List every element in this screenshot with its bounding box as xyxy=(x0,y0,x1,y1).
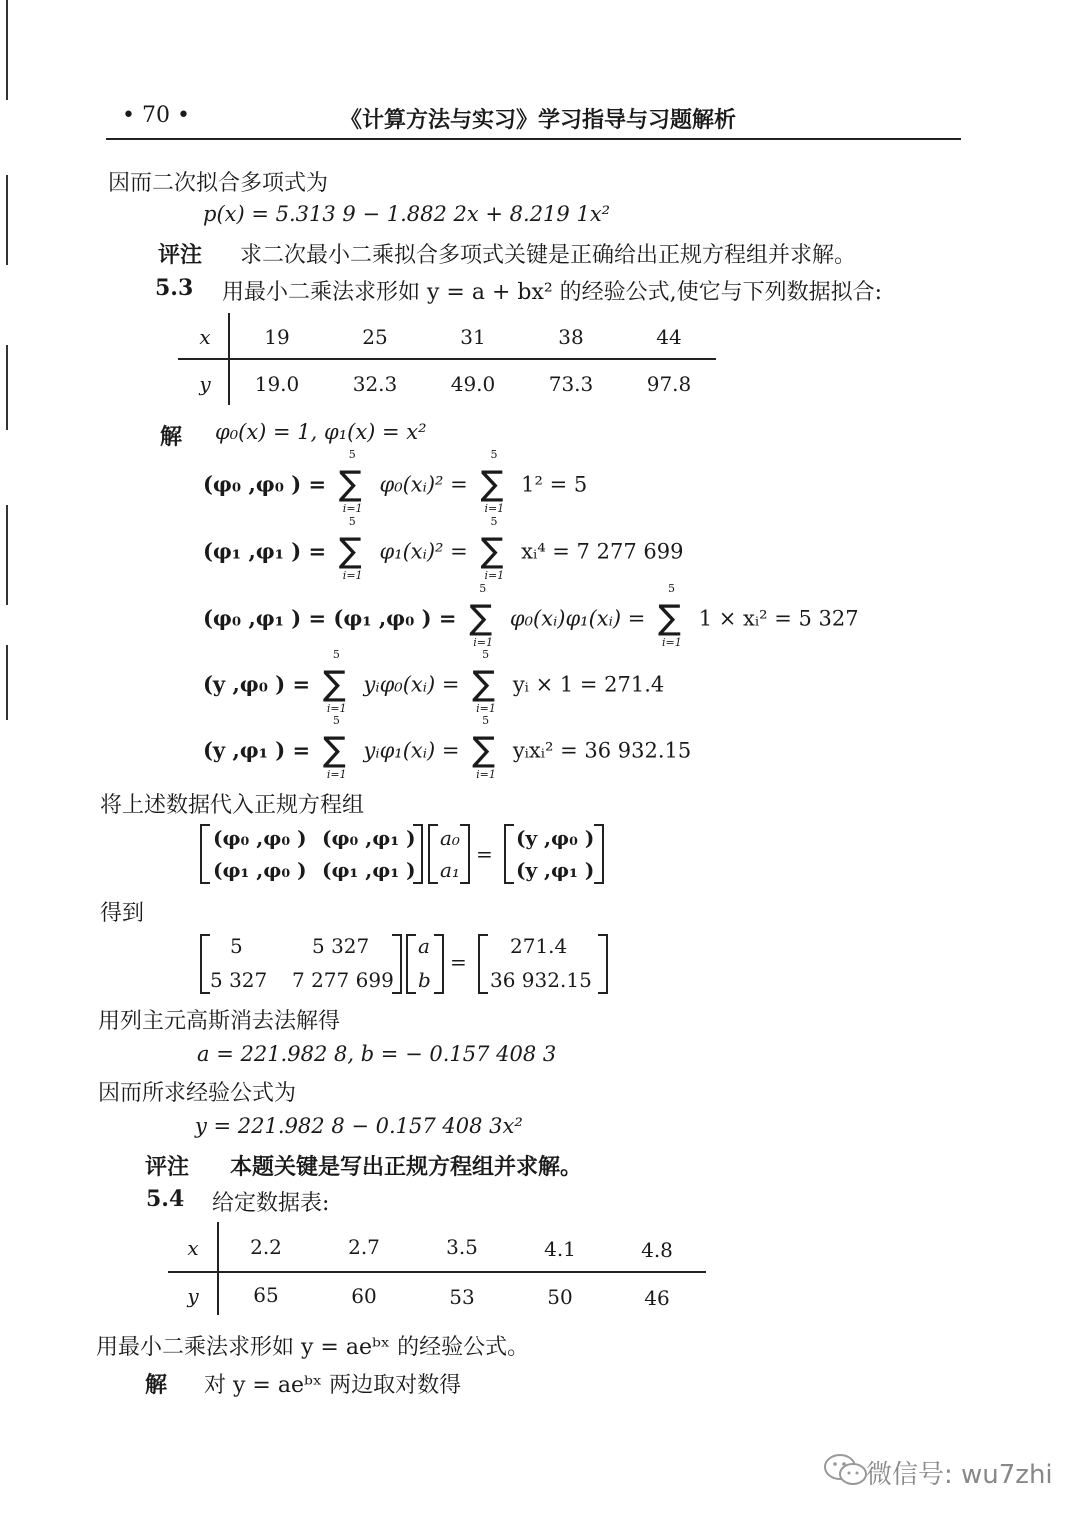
bracket-left xyxy=(428,824,438,884)
table-cell-y: 46 xyxy=(644,1286,670,1310)
summation-symbol xyxy=(654,582,690,649)
bracket-right xyxy=(460,824,470,884)
table-cell-x: 38 xyxy=(558,325,584,349)
matrix-entry: 7 277 699 xyxy=(292,968,394,992)
equation-lhs: (φ₀ ,φ₁ ) = (φ₁ ,φ₀ ) = xyxy=(203,605,457,631)
sigma-glyph: ∑ xyxy=(338,464,362,504)
equation-rhs: 1² = 5 xyxy=(521,472,588,497)
matrix-entry: (φ₁ ,φ₀ ) xyxy=(213,858,307,882)
equation-middle: φ₀(xᵢ)² = xyxy=(379,472,468,497)
sum-upper: 5 xyxy=(348,515,356,528)
fit-polynomial-formula: p(x) = 5.313 9 − 1.882 2x + 8.219 1x² xyxy=(203,202,611,226)
table-cell-y: 32.3 xyxy=(352,372,398,396)
sum-lower: i=1 xyxy=(476,768,496,781)
matrix-entry: (φ₁ ,φ₁ ) xyxy=(322,858,416,882)
table-cell-y: 73.3 xyxy=(548,372,594,396)
summation-symbol xyxy=(319,648,355,715)
table-cell-x: 3.5 xyxy=(446,1235,478,1259)
sum-upper: 5 xyxy=(482,714,490,727)
matrix-entry: 5 327 xyxy=(210,968,268,992)
equation-middle: yᵢφ₀(xᵢ) = xyxy=(363,672,460,697)
table-header-x: x xyxy=(187,1236,199,1260)
comment-label: 评注 xyxy=(145,1154,190,1180)
inner-product-equation xyxy=(203,448,588,515)
bracket-right xyxy=(594,824,604,884)
sum-upper: 5 xyxy=(332,714,340,727)
sigma-glyph: ∑ xyxy=(480,464,504,504)
sum-lower: i=1 xyxy=(484,502,505,515)
solution-values: a = 221.982 8, b = − 0.157 408 3 xyxy=(197,1042,557,1066)
vector-entry: (y ,φ₀ ) xyxy=(516,826,595,850)
table-cell-y: 50 xyxy=(547,1285,573,1309)
sigma-glyph: ∑ xyxy=(472,730,496,770)
empirical-formula-intro: 因而所求经验公式为 xyxy=(98,1081,297,1106)
fit-polynomial-intro: 因而二次拟合多项式为 xyxy=(108,171,329,196)
scan-margin-mark xyxy=(6,645,8,720)
equation-rhs: yᵢ × 1 = 271.4 xyxy=(512,672,665,697)
problem-number: 5.4 xyxy=(146,1186,185,1212)
equals-sign: = xyxy=(450,950,467,974)
matrix-entry: 5 327 xyxy=(312,934,370,958)
equation-middle: φ₁(xᵢ)² = xyxy=(379,539,468,564)
matrix-entry: 5 xyxy=(230,934,243,958)
header-rule xyxy=(106,138,961,140)
equation-lhs: (y ,φ₀ ) = xyxy=(203,671,311,697)
equation-middle: yᵢφ₁(xᵢ) = xyxy=(363,738,460,763)
comment-label: 评注 xyxy=(158,242,203,268)
problem-task: 用最小二乘法求形如 y = aeᵇˣ 的经验公式。 xyxy=(96,1335,530,1360)
problem-statement: 用最小二乘法求形如 y = a + bx² 的经验公式,使它与下列数据拟合: xyxy=(222,280,883,305)
vector-entry: a₀ xyxy=(440,826,460,850)
sigma-glyph: ∑ xyxy=(338,531,362,571)
bracket-left xyxy=(478,934,488,994)
table-cell-x: 4.1 xyxy=(544,1237,576,1261)
table-divider-horizontal xyxy=(168,1271,706,1273)
comment-text: 本题关键是写出正规方程组并求解。 xyxy=(230,1154,583,1180)
bracket-right xyxy=(598,934,608,994)
sum-upper: 5 xyxy=(479,582,487,595)
equation-rhs: 1 × xᵢ² = 5 327 xyxy=(698,606,859,631)
equation-lhs: (φ₀ ,φ₀ ) = xyxy=(203,471,327,497)
bracket-right xyxy=(413,824,423,884)
problem-number: 5.3 xyxy=(155,275,194,301)
equation-rhs: xᵢ⁴ = 7 277 699 xyxy=(521,539,684,564)
summation-symbol xyxy=(468,648,504,715)
watermark-text: 微信号: wu7zhi xyxy=(866,1460,1053,1490)
table-header-y: y xyxy=(199,372,211,396)
matrix-entry: (φ₀ ,φ₁ ) xyxy=(322,826,416,850)
sum-lower: i=1 xyxy=(326,768,347,781)
sigma-glyph: ∑ xyxy=(472,664,496,704)
sigma-glyph: ∑ xyxy=(469,598,493,638)
table-cell-x: 25 xyxy=(362,325,388,349)
table-header-y: y xyxy=(187,1284,199,1308)
equation-lhs: (φ₁ ,φ₁ ) = xyxy=(203,538,327,564)
table-header-x: x xyxy=(199,325,211,349)
sum-upper: 5 xyxy=(668,582,676,595)
vector-entry: b xyxy=(418,968,431,992)
wechat-logo-icon xyxy=(823,1452,869,1488)
sum-lower: i=1 xyxy=(484,569,505,582)
sigma-glyph: ∑ xyxy=(658,598,681,638)
equals-sign: = xyxy=(476,842,493,866)
vector-entry: (y ,φ₁ ) xyxy=(516,858,595,882)
bracket-left xyxy=(200,824,210,884)
sigma-glyph: ∑ xyxy=(480,531,504,571)
solution-label: 解 xyxy=(160,424,183,450)
scan-margin-mark xyxy=(6,175,8,265)
vector-entry: 271.4 xyxy=(510,934,568,958)
summation-symbol xyxy=(468,714,504,781)
summation-symbol xyxy=(335,515,371,582)
table-cell-x: 44 xyxy=(656,325,682,349)
sum-lower: i=1 xyxy=(476,702,496,715)
page-number: • 70 • xyxy=(122,103,190,128)
sum-lower: i=1 xyxy=(326,702,347,715)
empirical-formula: y = 221.982 8 − 0.157 408 3x² xyxy=(195,1114,523,1138)
bracket-right xyxy=(392,934,402,994)
summation-symbol xyxy=(476,448,512,515)
sum-upper: 5 xyxy=(332,648,340,661)
table-cell-x: 31 xyxy=(460,325,486,349)
vector-entry: 36 932.15 xyxy=(490,968,592,992)
table-cell-y: 60 xyxy=(351,1284,377,1308)
summation-symbol xyxy=(319,714,355,781)
table-cell-y: 19.0 xyxy=(254,372,300,396)
scan-margin-mark xyxy=(6,0,8,100)
scan-margin-mark xyxy=(6,505,8,605)
sum-lower: i=1 xyxy=(662,636,682,649)
inner-product-equation xyxy=(203,714,692,781)
scan-margin-mark xyxy=(6,345,8,430)
inner-product-equation xyxy=(203,515,684,582)
sum-lower: i=1 xyxy=(342,569,363,582)
table-cell-x: 4.8 xyxy=(641,1238,673,1262)
sum-lower: i=1 xyxy=(473,636,493,649)
equation-middle: φ₀(xᵢ)φ₁(xᵢ) = xyxy=(509,606,646,631)
table-divider-horizontal xyxy=(178,358,716,360)
sigma-glyph: ∑ xyxy=(322,664,346,704)
sum-lower: i=1 xyxy=(342,502,363,515)
sum-upper: 5 xyxy=(482,648,490,661)
inner-product-equation xyxy=(203,582,859,649)
obtain-text: 得到 xyxy=(100,901,145,926)
vector-entry: a xyxy=(418,934,430,958)
problem-statement: 给定数据表: xyxy=(212,1191,330,1216)
comment-text: 求二次最小二乘拟合多项式关键是正确给出正规方程组并求解。 xyxy=(240,243,857,268)
summation-symbol xyxy=(476,515,512,582)
summation-symbol xyxy=(335,448,371,515)
inner-product-equation xyxy=(203,648,665,715)
table-cell-y: 49.0 xyxy=(450,372,496,396)
equation-rhs: yᵢxᵢ² = 36 932.15 xyxy=(512,738,692,763)
bracket-left xyxy=(406,934,416,994)
equation-lhs: (y ,φ₁ ) = xyxy=(203,737,311,763)
table-cell-x: 2.7 xyxy=(348,1235,380,1259)
sum-upper: 5 xyxy=(490,515,498,528)
table-cell-x: 2.2 xyxy=(250,1235,282,1259)
table-cell-x: 19 xyxy=(264,325,290,349)
sum-upper: 5 xyxy=(348,448,356,461)
table-cell-y: 53 xyxy=(449,1285,475,1309)
book-title: 《计算方法与实习》学习指导与习题解析 xyxy=(340,107,737,133)
bracket-left xyxy=(504,824,514,884)
substitute-text: 将上述数据代入正规方程组 xyxy=(100,793,365,818)
summation-symbol xyxy=(465,582,501,649)
vector-entry: a₁ xyxy=(440,858,460,882)
matrix-entry: (φ₀ ,φ₀ ) xyxy=(213,826,307,850)
solution-label: 解 xyxy=(145,1372,168,1398)
solution-text: 对 y = aeᵇˣ 两边取对数得 xyxy=(204,1373,462,1398)
table-cell-y: 65 xyxy=(253,1283,279,1307)
sum-upper: 5 xyxy=(490,448,498,461)
bracket-left xyxy=(200,934,210,994)
gauss-elimination-text: 用列主元高斯消去法解得 xyxy=(98,1009,341,1034)
sigma-glyph: ∑ xyxy=(322,730,346,770)
bracket-right xyxy=(434,934,444,994)
basis-functions: φ₀(x) = 1, φ₁(x) = x² xyxy=(215,420,427,444)
table-cell-y: 97.8 xyxy=(646,372,692,396)
